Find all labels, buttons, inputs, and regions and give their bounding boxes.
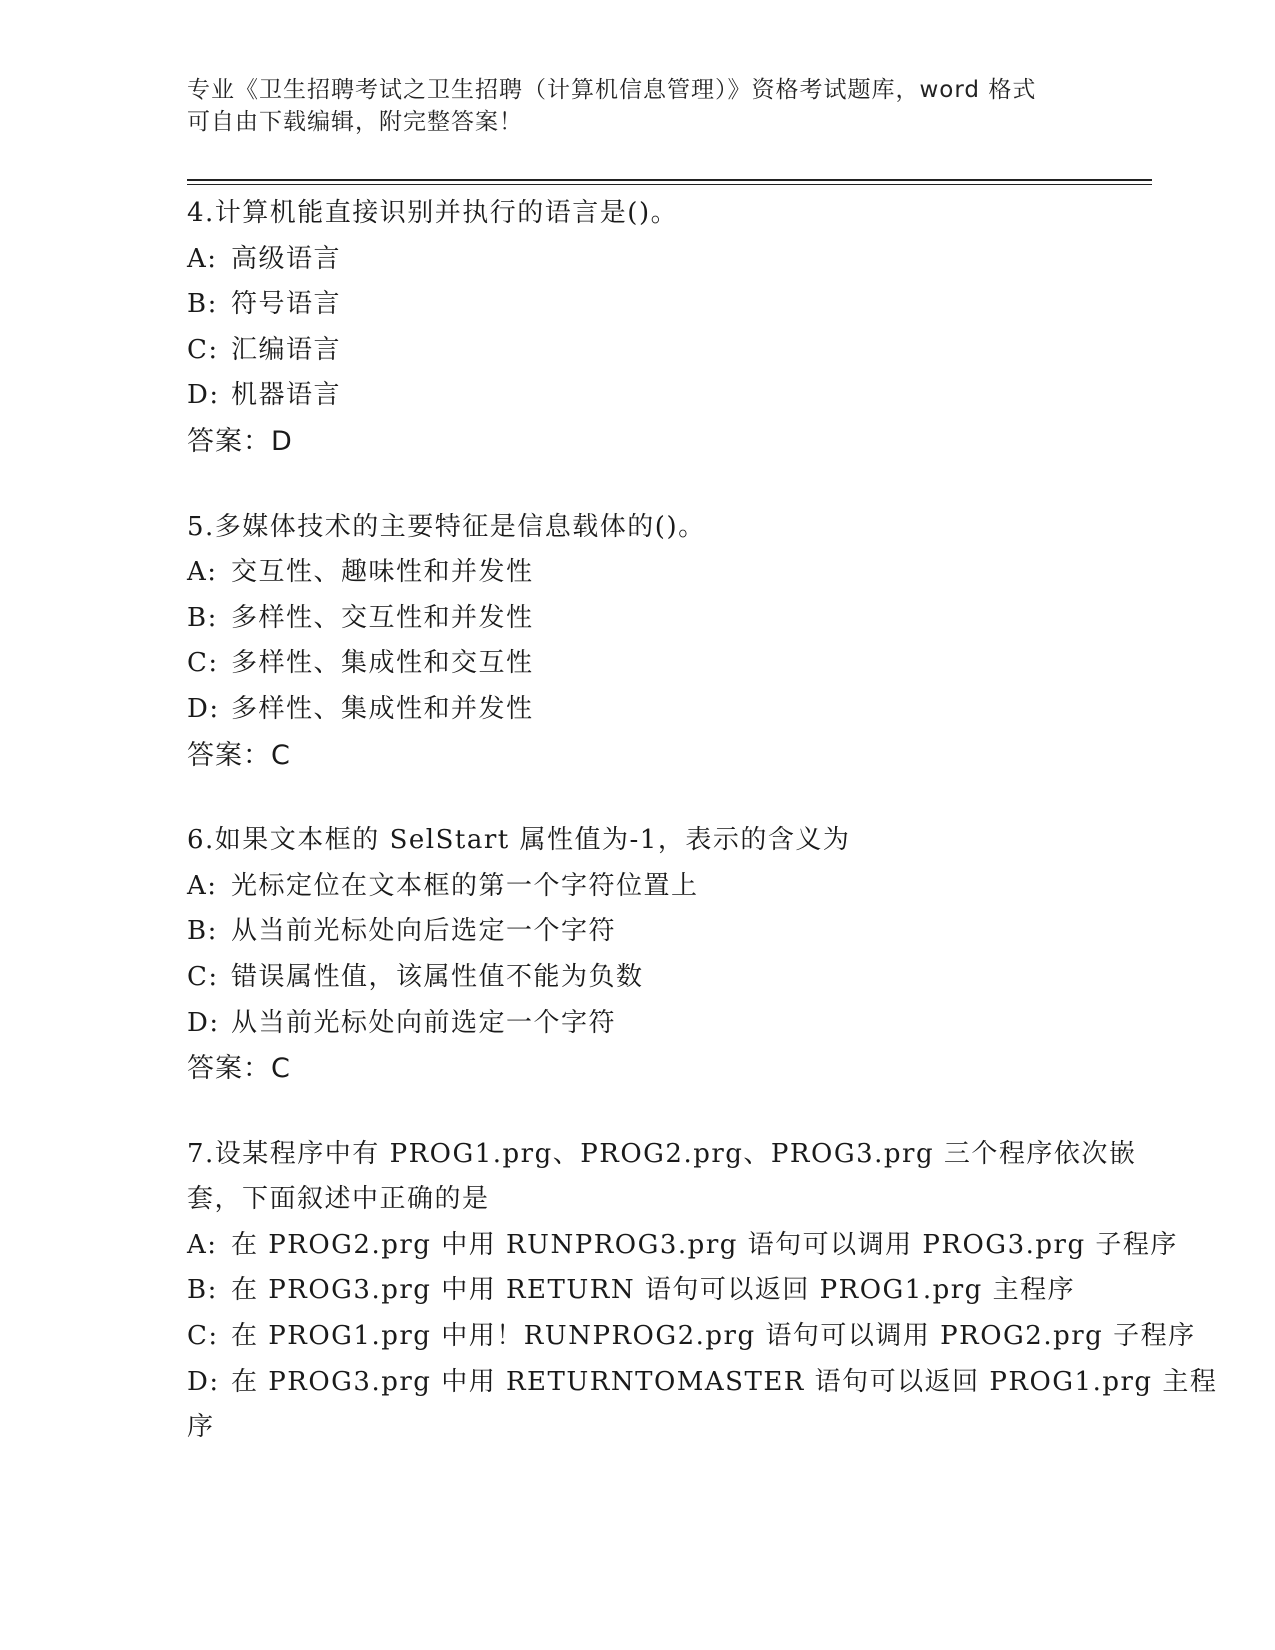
- option-text: 在 PROG1.prg 中用！RUNPROG2.prg 语句可以调用 PROG2.prg 子程序: [231, 1321, 1196, 1352]
- option-d: [187, 373, 1087, 419]
- option-a: [187, 1223, 1178, 1269]
- option-key: B:: [187, 602, 218, 633]
- option-b: [187, 596, 1087, 642]
- option-key: D:: [187, 1007, 220, 1038]
- option-c: [187, 641, 1087, 687]
- option-text: 符号语言: [231, 289, 342, 320]
- question-text: 6.如果文本框的 SelStart 属性值为-1，表示的含义为: [187, 825, 851, 856]
- option-text: 交互性、趣味性和并发性: [231, 557, 534, 588]
- option-key: C:: [187, 1321, 219, 1352]
- option-key: A:: [187, 243, 218, 274]
- option-key: C:: [187, 648, 219, 679]
- option-key: D:: [187, 693, 220, 724]
- question-5: [187, 505, 1087, 779]
- option-key: A:: [187, 557, 218, 588]
- answer-line: 答案：C: [187, 1053, 291, 1085]
- option-d: [187, 1001, 1087, 1047]
- option-text: 从当前光标处向前选定一个字符: [231, 1007, 617, 1038]
- question-text-continued: 套，下面叙述中正确的是: [187, 1184, 490, 1215]
- header-line-2: 可自由下载编辑，附完整答案！: [187, 109, 523, 135]
- question-text: 5.多媒体技术的主要特征是信息载体的()。: [187, 511, 706, 542]
- header-divider-thick: [187, 179, 1152, 181]
- option-key: D:: [187, 1366, 220, 1397]
- option-text: 高级语言: [231, 243, 342, 274]
- option-key: C:: [187, 334, 219, 365]
- option-d: [187, 687, 1087, 733]
- option-c: [187, 328, 1087, 374]
- answer-line: 答案：C: [187, 739, 291, 771]
- option-text: 机器语言: [231, 380, 342, 411]
- option-a: [187, 237, 1087, 283]
- header-divider-thin: [187, 184, 1152, 185]
- document-header: [187, 74, 1087, 138]
- option-key: B:: [187, 289, 218, 320]
- question-7: [187, 1132, 1218, 1451]
- option-text: 光标定位在文本框的第一个字符位置上: [231, 870, 699, 901]
- option-b: [187, 909, 1087, 955]
- option-text: 错误属性值，该属性值不能为负数: [231, 961, 644, 992]
- option-text: 从当前光标处向后选定一个字符: [231, 916, 617, 947]
- option-c: [187, 1314, 1196, 1360]
- question-6: [187, 818, 1087, 1092]
- option-text: 多样性、交互性和并发性: [231, 602, 534, 633]
- option-key: C:: [187, 961, 219, 992]
- option-text: 多样性、集成性和交互性: [231, 648, 534, 679]
- answer-line: 答案：D: [187, 425, 293, 457]
- option-b: [187, 282, 1087, 328]
- option-d-continued: 序: [187, 1412, 215, 1443]
- option-a: [187, 864, 1087, 910]
- question-text: 4.计算机能直接识别并执行的语言是()。: [187, 198, 679, 228]
- option-key: A:: [187, 870, 218, 901]
- question-list: [187, 191, 1218, 1491]
- option-text: 多样性、集成性和并发性: [231, 693, 534, 724]
- option-key: B:: [187, 1275, 218, 1306]
- option-c: [187, 955, 1087, 1001]
- option-key: D:: [187, 380, 220, 411]
- option-a: [187, 550, 1087, 596]
- question-text: 7.设某程序中有 PROG1.prg、PROG2.prg、PROG3.prg 三个程序依次嵌: [187, 1138, 1137, 1169]
- option-key: A:: [187, 1229, 218, 1260]
- header-line-1: 专业《卫生招聘考试之卫生招聘（计算机信息管理）》资格考试题库，word 格式: [187, 77, 1037, 103]
- option-text: 在 PROG3.prg 中用 RETURN 语句可以返回 PROG1.prg 主程序: [231, 1275, 1076, 1306]
- option-d: [187, 1360, 1218, 1406]
- option-key: B:: [187, 916, 218, 947]
- option-text: 在 PROG3.prg 中用 RETURNTOMASTER 语句可以返回 PROG1.prg 主程: [231, 1366, 1218, 1397]
- option-text: 汇编语言: [231, 334, 342, 365]
- question-4: [187, 191, 1087, 465]
- option-text: 在 PROG2.prg 中用 RUNPROG3.prg 语句可以调用 PROG3.prg 子程序: [231, 1229, 1178, 1260]
- option-b: [187, 1268, 1087, 1314]
